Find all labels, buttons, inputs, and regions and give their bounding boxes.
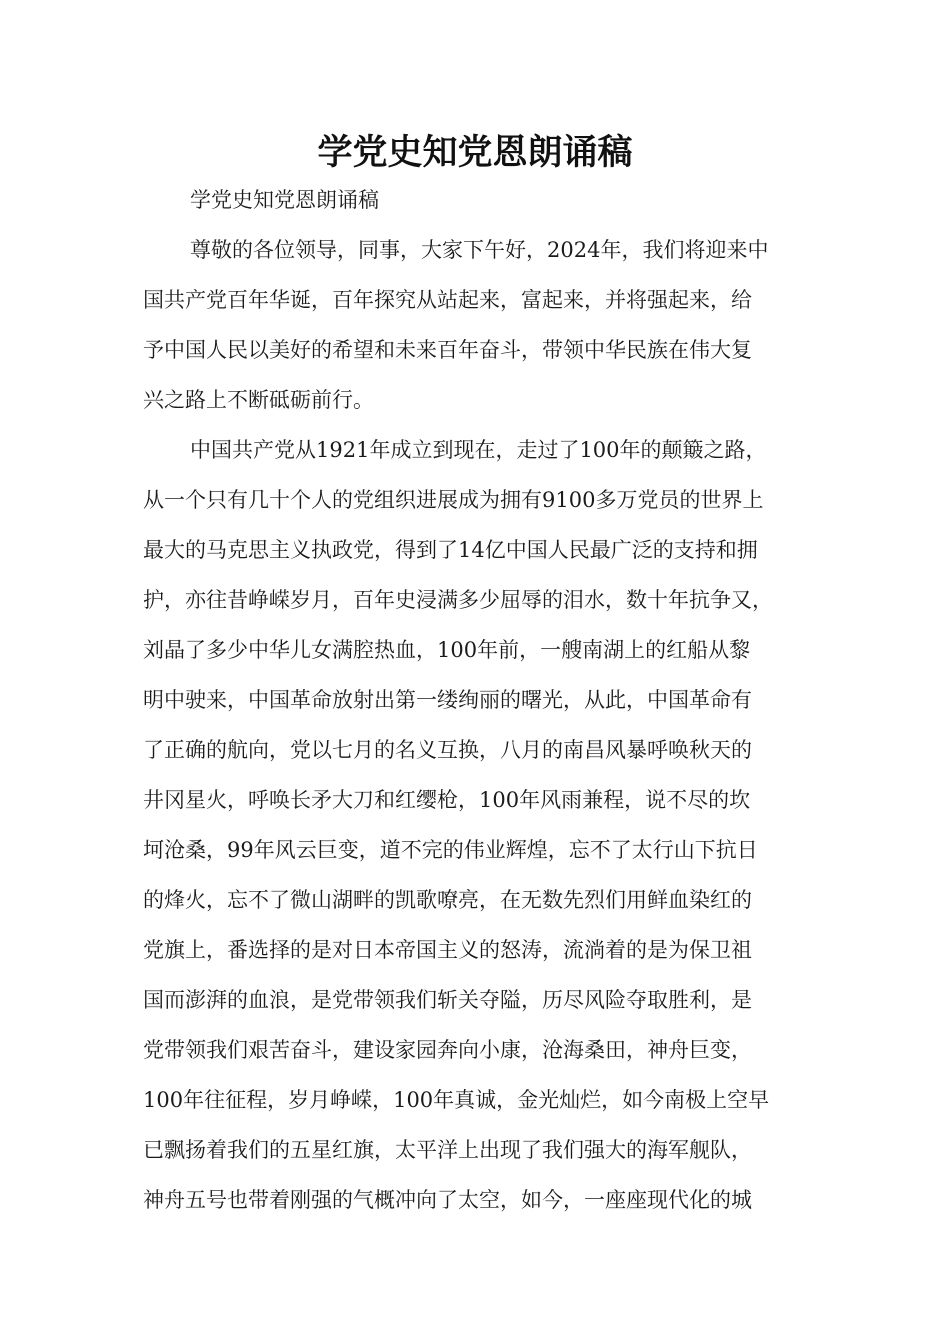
- text-line: 刘晶了多少中华儿女满腔热血，100年前，一艘南湖上的红船从黎: [143, 638, 751, 662]
- text-line: 中国共产党从1921年成立到现在，走过了100年的颠簸之路，: [190, 438, 767, 462]
- text-line: 已飘扬着我们的五星红旗，太平洋上出现了我们强大的海军舰队，: [143, 1138, 752, 1162]
- text-line: 尊敬的各位领导，同事，大家下午好，2024年，我们将迎来中: [190, 238, 769, 262]
- text-line: 坷沧桑，99年风云巨变，道不完的伟业辉煌，忘不了太行山下抗日: [143, 838, 758, 862]
- text-line: 神舟五号也带着刚强的气概冲向了太空，如今，一座座现代化的城: [143, 1188, 752, 1212]
- text-line: 明中驶来，中国革命放射出第一缕绚丽的曙光，从此，中国革命有: [143, 688, 752, 712]
- text-line: 国共产党百年华诞，百年探究从站起来，富起来，并将强起来，给: [143, 288, 752, 312]
- text-line: 了正确的航向，党以七月的名义互换，八月的南昌风暴呼唤秋天的: [143, 738, 752, 762]
- text-line: 最大的马克思主义执政党，得到了14亿中国人民最广泛的支持和拥: [143, 538, 758, 562]
- text-line: 井冈星火，呼唤长矛大刀和红缨枪，100年风雨兼程，说不尽的坎: [143, 788, 751, 812]
- text-line: 护，亦往昔峥嵘岁月，百年史浸满多少屈辱的泪水，数十年抗争又，: [143, 588, 773, 612]
- text-line: 予中国人民以美好的希望和未来百年奋斗，带领中华民族在伟大复: [143, 338, 752, 362]
- text-line: 党带领我们艰苦奋斗，建设家园奔向小康，沧海桑田，神舟巨变，: [143, 1038, 752, 1062]
- text-line: 国而澎湃的血浪，是党带领我们斩关夺隘，历尽风险夺取胜利，是: [143, 988, 752, 1012]
- text-line: 的烽火，忘不了微山湖畔的凯歌嘹亮，在无数先烈们用鲜血染红的: [143, 888, 752, 912]
- document-title: 学党史知党恩朗诵稿: [317, 133, 633, 173]
- text-line: 从一个只有几十个人的党组织进展成为拥有9100多万党员的世界上: [143, 488, 764, 512]
- text-line: 兴之路上不断砥砺前行。: [143, 388, 374, 412]
- text-line: 党旗上，番选择的是对日本帝国主义的怒涛，流淌着的是为保卫祖: [143, 938, 752, 962]
- document-subtitle: 学党史知党恩朗诵稿: [190, 188, 379, 212]
- text-line: 100年往征程，岁月峥嵘，100年真诚，金光灿烂，如今南极上空早: [143, 1088, 770, 1112]
